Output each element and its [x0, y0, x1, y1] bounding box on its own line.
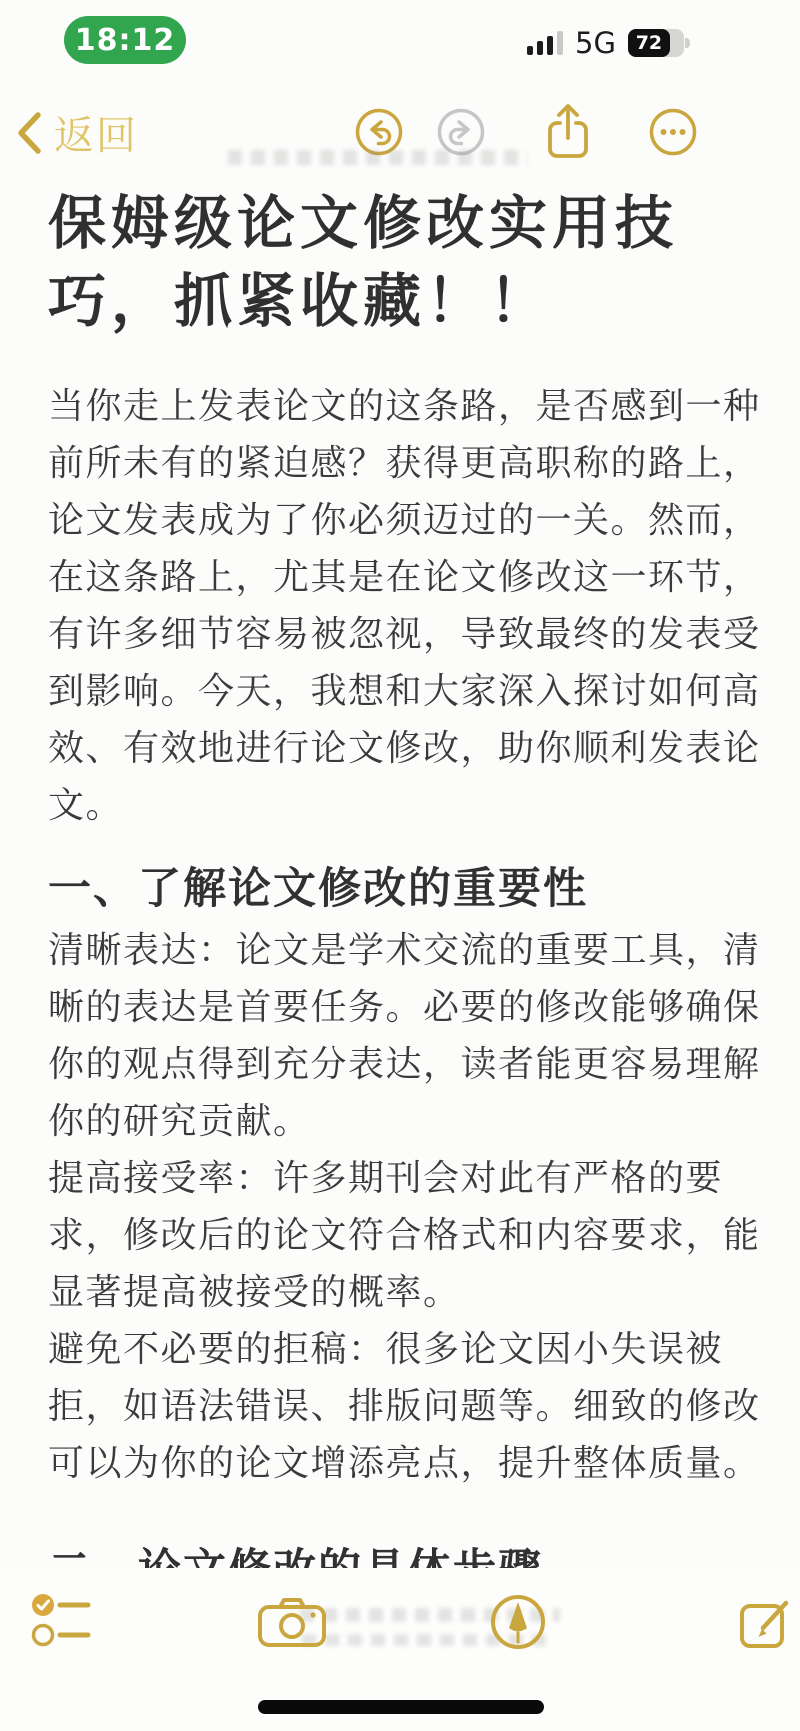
status-right-cluster [527, 26, 692, 60]
intro-paragraph: 当你走上发表论文的这条路，是否感到一种前所未有的紧迫感？获得更高职称的路上，论文发表成为了你必须迈过的一关。然而，在这条路上，尤其是在论文修改这一环节，有许多细节容易被忽视，导致最终的发表受到影响。今天，我想和大家深入探讨如何高效、有效地进行论文修改，助你顺利发表论文。 [48, 386, 761, 826]
note-content[interactable] [48, 184, 762, 1492]
battery-percent: 72 [635, 32, 663, 54]
camera-icon[interactable] [257, 1595, 327, 1649]
home-indicator[interactable] [258, 1700, 544, 1714]
signal-bars-icon [527, 31, 563, 55]
markup-icon[interactable] [489, 1593, 547, 1651]
section1-heading: 一、了解论文修改的重要性 [48, 864, 588, 914]
share-icon[interactable] [542, 101, 594, 161]
watermark-smudge [228, 150, 528, 165]
section1-paragraph-3: 避免不必要的拒稿：很多论文因小失误被拒，如语法错误、排版问题等。细致的修改可以为你的论文增添亮点，提升整体质量。 [48, 1329, 761, 1484]
section1-paragraph-1: 清晰表达：论文是学术交流的重要工具，清晰的表达是首要任务。必要的修改能够确保你的观点得到充分表达，读者能更容易理解你的研究贡献。 [48, 930, 761, 1142]
back-chevron-icon [14, 110, 44, 156]
back-button[interactable] [14, 104, 138, 161]
checklist-icon[interactable] [30, 1590, 94, 1652]
section1-paragraph-2: 提高接受率：许多期刊会对此有严格的要求，修改后的论文符合格式和内容要求，能显著提高被接受的概率。 [48, 1158, 761, 1313]
status-time: 18:12 [74, 22, 176, 58]
back-button-label: 返回 [54, 113, 138, 159]
section2-heading-clipped [48, 1541, 762, 1568]
note-title: 保姆级论文修改实用技巧，抓紧收藏！！ [48, 189, 679, 335]
network-type-label: 5G [575, 26, 616, 60]
more-icon[interactable] [648, 107, 698, 157]
status-time-pill[interactable] [64, 16, 186, 64]
compose-icon[interactable] [738, 1594, 794, 1650]
battery-icon [628, 29, 692, 57]
